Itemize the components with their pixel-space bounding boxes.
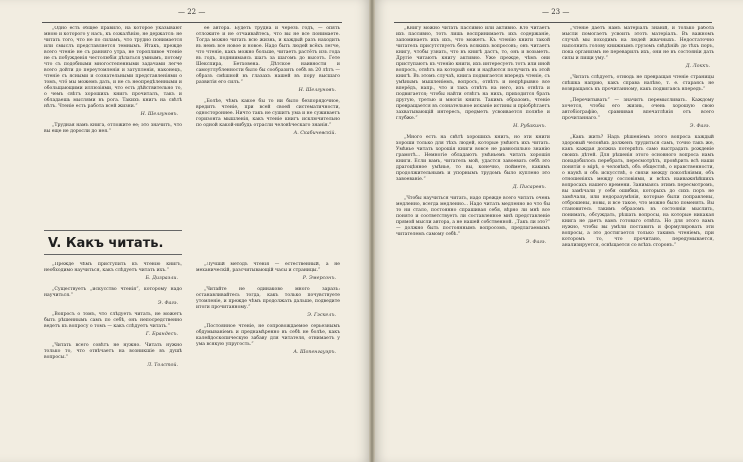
right-column-2 [562,26,714,458]
quote-text: „Чтобы научиться читать, надо прежде всего читать очень медленно, всегда медленно... Надо читать медленно во что бы то ни стало, постоянно спрашивая себя, вѣрно ли мнѣ все понято и соответствуетъ ли составленное мнѣ представленіе прямой мысли автора, а не нашей собственной. „Такъ ли это?“ — должно быть постояннымъ вопросомъ, предлагаемымъ читателемъ самому себѣ.“ [396,196,550,237]
quote-author: Д. Писаревъ. [512,185,546,190]
left-column-1-top [44,26,182,232]
quote-text: „Чтеніе даетъ намъ матеріалъ знаній, и только работа мысли помогаетъ усвоить этотъ матеріалъ. Въ важномъ случаѣ мы походимъ на людей жвачныхъ. Недостаточно наполнить голову книжнымъ грузомъ свѣдѣній: до тѣхъ поръ, пока организмъ не переварилъ ихъ, они не въ состояніи дать силы и пищи уму.“ [562,26,714,61]
quote-author: Н. Рубакинъ. [513,124,546,129]
section-rule-bottom [44,254,182,255]
right-page [372,0,743,462]
quote-author: Э. Фагэ. [689,124,710,129]
left-column-2-top [196,26,340,242]
quote-author: А. Скабичевскій. [293,131,336,136]
quote-text: „Читать всего совѣтъ не нужно. Читать нужно только то, что отвѣчаетъ на возникшіе въ душѣ вопросы.“ [44,343,182,360]
quote-author: Э. Фагэ. [525,240,546,245]
quote-text: „Трудная намъ книга, отложите ее; это значитъ, что вы еще не доросли до нея.“ [44,123,182,134]
left-column-1-bottom [44,262,182,458]
right-column-1 [396,26,550,458]
quote-text: „Болѣе, чѣмъ какое бы то ни было безпорядочное, вредитъ чтеніе, при всей своей систематичности, одностороннее. Ничто такъ не сушитъ ума и не суживаетъ горизонта мышленія, какъ чтеніе книгъ исключительно по одной какой-нибудь отрасли человѣческаго знанія.“ [196,99,340,128]
quote-author: А. Шопенгауэръ. [293,350,336,355]
quote-text: „Постоянное чтеніе, не сопровождаемое серьезнымъ обдумываніемъ и преднамѣренно въ себѣ не болѣе, какъ калейдоскопическую забаву для читателя, отнимаетъ у ума всякую упругость.“ [196,324,340,347]
quote-author: Б. Дизраэли. [145,276,178,281]
quote-text: „Существуетъ „искусство чтенія“, которому надо научиться.“ [44,287,182,298]
book-gutter [369,0,375,462]
quote-author: Д. Локкъ. [685,64,710,69]
quote-author: Л. Толстой. [147,363,178,368]
header-rule-left [42,22,342,23]
quote-text: ее автора. Будеть трудна и черезъ годъ, — опять отложите и не отчаивайтесь, что вы не все понимаете. Тогда можно читать всю жизнь, и каждый разъ находить въ немъ все новое и новое. Надо быть людей всёхъ легче, что чтеніе, какъ можно больше, читаетъ растётъ изъ года въ годъ, подниимаясь шагъ за шагомъ до высотъ. Гете Шекспира, Бетховена. Дѣтское наивности и самоуглубленности было бы сообразить себѣ въ 20 лѣтъ — образъ смѣшной въ глазахъ нашей въ пору высшаго развитія его силъ.“ [196,26,340,85]
quote-text: „Читайте не одинаково много заразъ: останавливайтесь тогда, какъ только почувствуете утомленіе, и прежде чѣмъ продолжать дальше, подведите итоги прочитанному.“ [196,287,340,310]
header-rule-right [394,22,712,23]
quote-text: „Вопросъ о томъ, что слѣдуетъ читать, не можетъ быть рѣшеннымъ самъ по себѣ, онъ непосредственно ведетъ къ вопросу о томъ — какъ слѣдуетъ читать.“ [44,312,182,329]
quote-author: Э. Гэскелъ. [307,313,336,318]
quote-author: Н. Шелгуновъ. [140,112,178,117]
section-rule-top [44,230,182,231]
quote-text: „Перечитывать“ — значитъ перемысливать. Каждому хочется, чтобы его жизнь, очень хорошую свою автобіографію, сравнивая впечатлѣнія отъ всего прочитаннаго.“ [562,98,714,121]
quote-author: Г. Брандесъ. [145,332,178,337]
quote-text: „Прежде чѣмъ приступить къ чтенію книгъ, необходимо научиться, какъ слѣдуетъ читать ихъ.“ [44,262,182,273]
page-number-right: — 23 — [542,8,570,16]
quote-text: „Книгу можно читать пассивно или активно. Кто читаетъ ихъ пассивно, тотъ лишь воспринимаетъ ихъ содержаніе, запоминаетъ ихъ ихъ, что можетъ. Къ чтенію книги такой читатель присутствуетъ безъ всякихъ вопросовъ; онъ читаетъ книгу, чтобы узнать, что въ книгѣ дастъ, то, онъ и возьметъ. Другіе читаютъ книгу активно. Уже прежде, чѣмъ они приступаютъ къ чтенію книги, ихъ интересуетъ тотъ или иной вопросъ, отвѣтъ на который они и надѣются получить въ этой книгѣ. Въ этомъ случаѣ, книга подвигается впередъ чтеніе, съ умѣнымъ мышленіемъ, вопросъ, отвѣтъ и непрѣрывно все вперёдъ, напр., что и такъ отвѣтъ на него, изъ отвѣта и подвигается; чтобы найти отвѣтъ на нихъ, приходится брать другую, третью и многія книги. Такимъ образомъ, чтеніе превращается въ сознательное исканіе истины и пріобрѣтаетъ захватывающій интересъ, предметъ усвоивается полнѣе и глубже.“ [396,26,550,121]
quote-text: „Одно есть общее правило, на которое указывают мною и которого у насъ, къ сожалѣнію, не держатся: не читать того, что не по силамъ, что трудно понимается или смыслъ представляется темнымъ. Итакъ, прежде всего чтеніе не съ ранняго утра, не торопливое чтеніе не съ побужденія честолюбія дѣлаться умнымъ, потому что съ подобными многостепенными задачами легче всего дойти до переутомленія и затупленія, наконецъ, чтеніе съ ясными и сознательными представленіями о томъ, чтó мы можемъ дать, и не съ неопредѣленными и обольщающими иллюзіями, что есть дѣйствительно то, о чемъ свѣтъ хорошихъ книгъ прочиталъ, такъ и обладаешь мыслями въ рога. Такихъ книгъ на свѣтѣ нѣтъ. Чтеніе есть работа всей жизни.“ [44,26,182,109]
left-column-2-bottom [196,262,340,458]
quote-author: Э. Фагэ. [157,301,178,306]
section-heading: V. Какъ читать. [48,236,164,251]
quote-text: „Читать слѣдуетъ, отнюдь не превращая чтеніе страницы спѣшка наприо, какъ справа налѣво, т. е. стараясь не возвращаясь къ прочитанному, какъ подвигаясь впередъ.“ [562,75,714,92]
quote-author: Р. Эмерсонъ. [302,276,336,281]
page-number-left: — 22 — [178,8,206,16]
quote-text: „Много естъ на свѣтѣ хорошихъ книгъ, но эти книги хороши только для тѣхъ людей, которые умѣютъ ихъ читать. Умѣнье читать хорошія книги вовсе не равносильно знанію грамотѣ... Немногіе обладаютъ умѣньемъ читать хорошія книги. Если вамъ, читатель мой, удастся завоевать себѣ это драгоцѣнное умѣнье, то вы, конечно, поймете, какимъ продолжительнымъ и упорнымъ трудомъ было куплено это завоеваніе.“ [396,135,550,182]
quote-text: „Лучшій методъ чтенія — естественный, а не механическій, разсчитывающій часы и страницы.“ [196,262,340,273]
quote-text: „Какъ жить? Надъ рѣшеніемъ этого вопроса каждый здоровый человѣкъ долженъ трудиться самъ, точно такъ же, какъ каждая должна потерпѣть само выстрадать рожденіе своихъ дѣтей. Для рѣшенія этого основного вопроса намъ понадобилось перебрать, пересмотрѣть, провѣрить всѣ наши понятія о мірѣ, о человѣкѣ, объ обществѣ, о нравственности, о наукѣ и объ искусствѣ, о связи между поколѣніями, объ отношеніяхъ между сословіями, и всѣхъ наиважнѣйшихъ вопросахъ нашего времени. Занимаясь этимъ пересмотромъ, вы замѣчали у себя ошибки, которыхъ до сихъ поръ не замѣчали, или недоразумѣнія, которые были поправлены, отброшены, новы, и все такое, что можно было поменять. Вы становитесь такимъ образомъ въ состояніи мыслить, понимать, обсуждать, рѣшать вопросы, на которые никакая книга не даетъ вамъ готоваго отвѣта. Но для этого вамъ нужно, чтобы вы умѣли поставить и формулировать эти вопросы, а это достигается только такимъ чтеніемъ, при которомъ то, что прочитано, передумывается, анализируется, освѣщается со всѣхъ сторонъ.“ [562,135,714,248]
quote-author: Н. Шелгуновъ. [298,88,336,93]
